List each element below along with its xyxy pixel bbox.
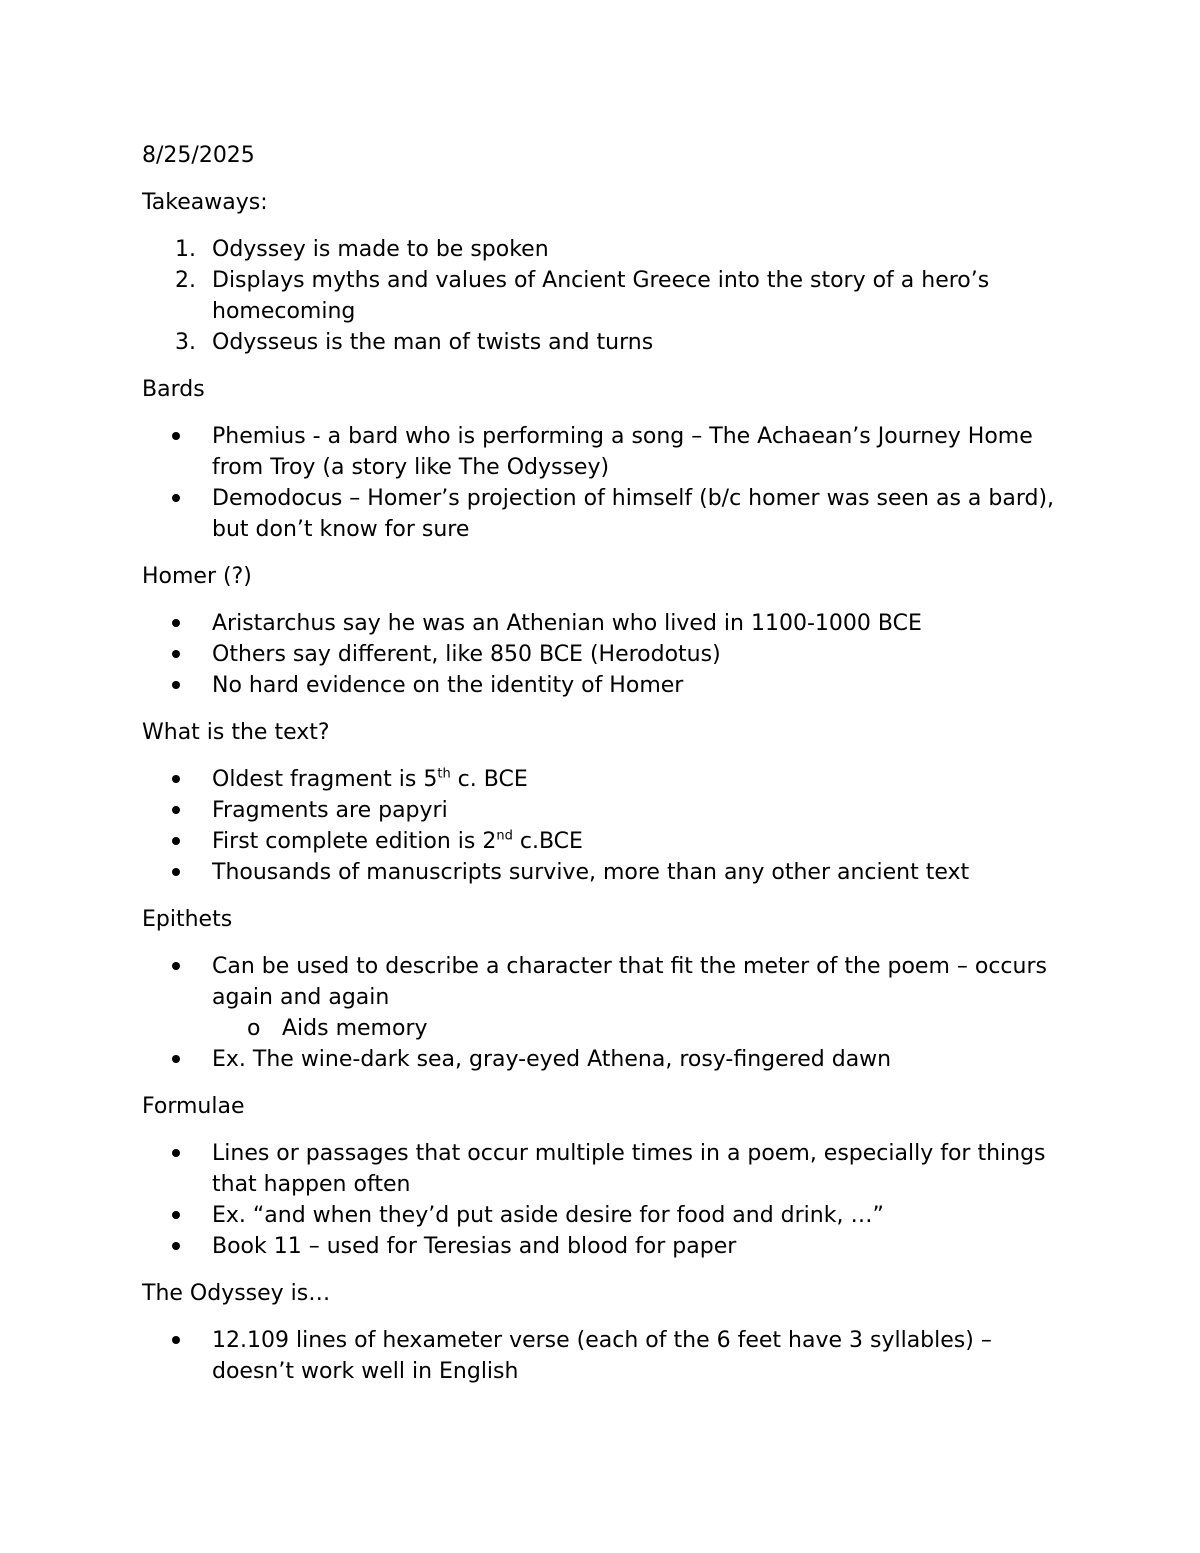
list-item bbox=[142, 951, 1062, 1013]
bullet-icon bbox=[172, 1138, 192, 1169]
bullet-icon bbox=[172, 1044, 192, 1075]
document-date: 8/25/2025 bbox=[142, 143, 255, 168]
list-item-text: Aristarchus say he was an Athenian who lived in 1100-1000 BCE bbox=[212, 611, 922, 636]
bullet-icon bbox=[172, 1231, 192, 1262]
list-item bbox=[142, 1200, 1062, 1231]
list-item bbox=[142, 639, 1062, 670]
bards-list bbox=[142, 421, 1062, 545]
formulae-list bbox=[142, 1138, 1062, 1262]
list-item bbox=[142, 608, 1062, 639]
sub-list-item-text: Aids memory bbox=[282, 1016, 428, 1041]
list-number: 2. bbox=[175, 268, 196, 293]
bullet-icon bbox=[172, 421, 192, 452]
list-item-text: 12.109 lines of hexameter verse (each of the 6 feet have 3 syllables) – doesn’t work well in English bbox=[212, 1328, 992, 1384]
odyssey-heading: The Odyssey is… bbox=[142, 1281, 331, 1306]
list-item-text: Displays myths and values of Ancient Greece into the story of a hero’s homecoming bbox=[212, 268, 990, 324]
takeaways-list bbox=[142, 234, 1062, 358]
bullet-icon bbox=[172, 608, 192, 639]
list-item-text: Can be used to describe a character that fit the meter of the poem – occurs again and again bbox=[212, 954, 1047, 1010]
takeaways-heading: Takeaways: bbox=[142, 190, 268, 215]
list-item bbox=[142, 234, 1062, 265]
list-item bbox=[142, 857, 1062, 888]
list-item-text: Book 11 – used for Teresias and blood for paper bbox=[212, 1234, 737, 1259]
superscript: th bbox=[437, 766, 451, 782]
list-item-text bbox=[212, 829, 583, 854]
list-item bbox=[142, 1231, 1062, 1262]
list-item bbox=[142, 327, 1062, 358]
bullet-icon bbox=[172, 483, 192, 514]
bullet-icon bbox=[172, 670, 192, 701]
text-part: c. BCE bbox=[450, 767, 528, 792]
text-part: First complete edition is 2 bbox=[212, 829, 497, 854]
list-item-text: Fragments are papyri bbox=[212, 798, 448, 823]
epithets-heading: Epithets bbox=[142, 907, 233, 932]
bullet-icon bbox=[172, 639, 192, 670]
odyssey-list bbox=[142, 1325, 1062, 1387]
list-item bbox=[142, 764, 1062, 795]
text-part: c.BCE bbox=[512, 829, 583, 854]
list-item-text: Others say different, like 850 BCE (Herodotus) bbox=[212, 642, 721, 667]
list-item-text: Phemius - a bard who is performing a song – The Achaean’s Journey Home from Troy (a story like The Odyssey) bbox=[212, 424, 1033, 480]
list-item bbox=[142, 1044, 1062, 1075]
list-number: 3. bbox=[175, 330, 196, 355]
homer-list bbox=[142, 608, 1062, 701]
bullet-icon bbox=[172, 1325, 192, 1356]
list-item-text: Lines or passages that occur multiple times in a poem, especially for things that happen often bbox=[212, 1141, 1046, 1197]
list-item bbox=[142, 1325, 1062, 1387]
list-number: 1. bbox=[175, 237, 196, 262]
document-page bbox=[142, 140, 1062, 1403]
bullet-icon bbox=[172, 951, 192, 982]
formulae-heading: Formulae bbox=[142, 1094, 245, 1119]
list-item bbox=[142, 483, 1062, 545]
list-item bbox=[142, 670, 1062, 701]
superscript: nd bbox=[496, 828, 513, 844]
text-heading: What is the text? bbox=[142, 720, 330, 745]
list-item-text: Ex. “and when they’d put aside desire for food and drink, …” bbox=[212, 1203, 884, 1228]
list-item-text: Demodocus – Homer’s projection of himself (b/c homer was seen as a bard), but don’t know for sure bbox=[212, 486, 1055, 542]
list-item-text bbox=[212, 767, 528, 792]
text-part: Oldest fragment is 5 bbox=[212, 767, 438, 792]
list-item bbox=[142, 1138, 1062, 1200]
text-list bbox=[142, 764, 1062, 888]
sub-list-item bbox=[142, 1013, 1062, 1044]
bullet-icon bbox=[172, 795, 192, 826]
list-item bbox=[142, 826, 1062, 857]
list-item-text: No hard evidence on the identity of Homer bbox=[212, 673, 684, 698]
bullet-icon bbox=[172, 826, 192, 857]
list-item-text: Thousands of manuscripts survive, more than any other ancient text bbox=[212, 860, 970, 885]
bullet-icon bbox=[172, 857, 192, 888]
list-item bbox=[142, 421, 1062, 483]
list-item-text: Ex. The wine-dark sea, gray-eyed Athena, rosy-fingered dawn bbox=[212, 1047, 892, 1072]
list-item-text: Odysseus is the man of twists and turns bbox=[212, 330, 654, 355]
bullet-icon bbox=[172, 764, 192, 795]
list-item bbox=[142, 265, 1062, 327]
epithets-list bbox=[142, 951, 1062, 1075]
bards-heading: Bards bbox=[142, 377, 205, 402]
homer-heading: Homer (?) bbox=[142, 564, 252, 589]
list-item-text: Odyssey is made to be spoken bbox=[212, 237, 549, 262]
list-item bbox=[142, 795, 1062, 826]
bullet-icon bbox=[172, 1200, 192, 1231]
sub-bullet-marker: o bbox=[247, 1016, 261, 1041]
